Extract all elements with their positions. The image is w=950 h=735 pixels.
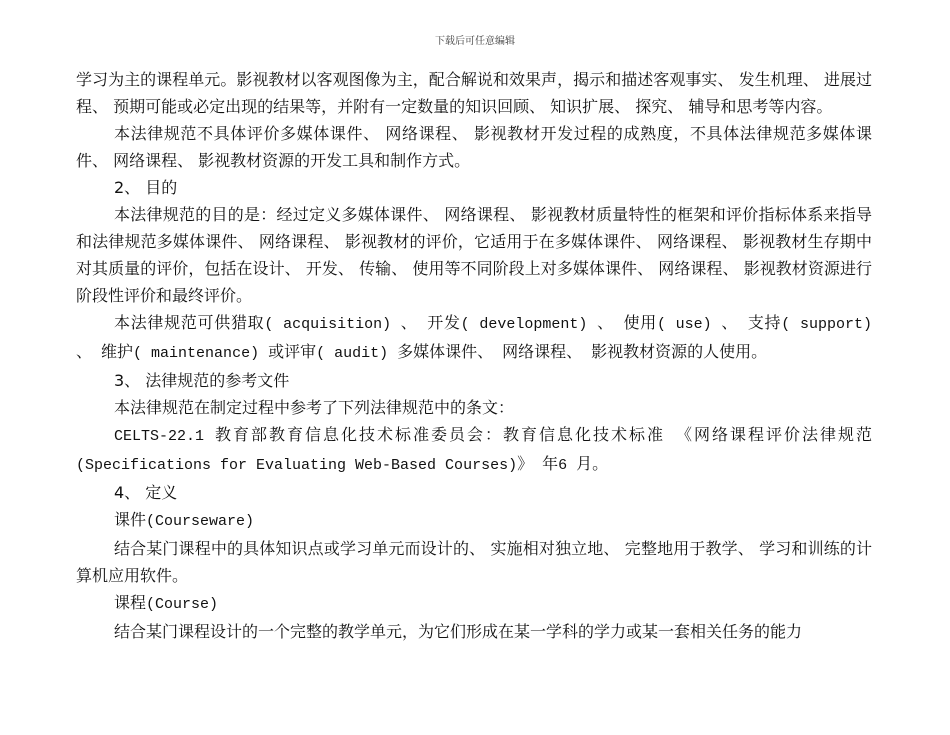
reference-citation: CELTS-22.1 教育部教育信息化技术标准委员会：教育信息化技术标准 《网络课程评价法律规范 (Specifications for Evaluating Web-Based Courses)》 年6 月。 [76,425,872,474]
section-heading: 2、 目的 [114,178,178,197]
term-definition: 结合某门课程中的具体知识点或学习单元而设计的、 实施相对独立地、 完整地用于教学、 学习和训练的计算机应用软件。 [76,539,872,585]
paragraph: 本法律规范的目的是：经过定义多媒体课件、 网络课程、 影视教材质量特性的框架和评价指标体系来指导和法律规范多媒体课件、 网络课程、 影视教材的评价，它适用于在多媒体课件、 网络课程、 影视教材生存期中对其质量的评价，包括在设计、 开发、 传输、 使用等不同阶段上对多媒体课件、 网络课程、 影视教材资源进行阶段性评价和最终评价。 [76,205,872,305]
paragraph: 学习为主的课程单元。影视教材以客观图像为主，配合解说和效果声，揭示和描述客观事实、 发生机理、 进展过程、 预期可能或必定出现的结果等，并附有一定数量的知识回顾、 知识扩展、 探究、 辅导和思考等内容。 [76,70,872,116]
document-body [76,66,872,645]
term-heading: 课程(Course) [114,593,219,613]
term-heading: 课件(Courseware) [114,510,255,530]
term-definition: 结合某门课程设计的一个完整的教学单元，为它们形成在某一学科的学力或某一套相关任务的能力 [114,622,803,641]
page-header: 下载后可任意编辑 [435,36,515,47]
paragraph: 本法律规范不具体评价多媒体课件、 网络课程、 影视教材开发过程的成熟度，不具体法律规范多媒体课件、 网络课程、 影视教材资源的开发工具和制作方式。 [76,124,872,170]
paragraph: 本法律规范可供猎取( acquisition) 、 开发( development) 、 使用( use) 、 支持( support) 、 维护( maintenance) 或评审( audit) 多媒体课件、 网络课程、 影视教材资源的人使用。 [76,313,872,362]
section-heading: 4、 定义 [114,483,178,502]
paragraph: 本法律规范在制定过程中参考了下列法律规范中的条文： [114,398,515,417]
section-heading: 3、 法律规范的参考文件 [114,371,290,390]
